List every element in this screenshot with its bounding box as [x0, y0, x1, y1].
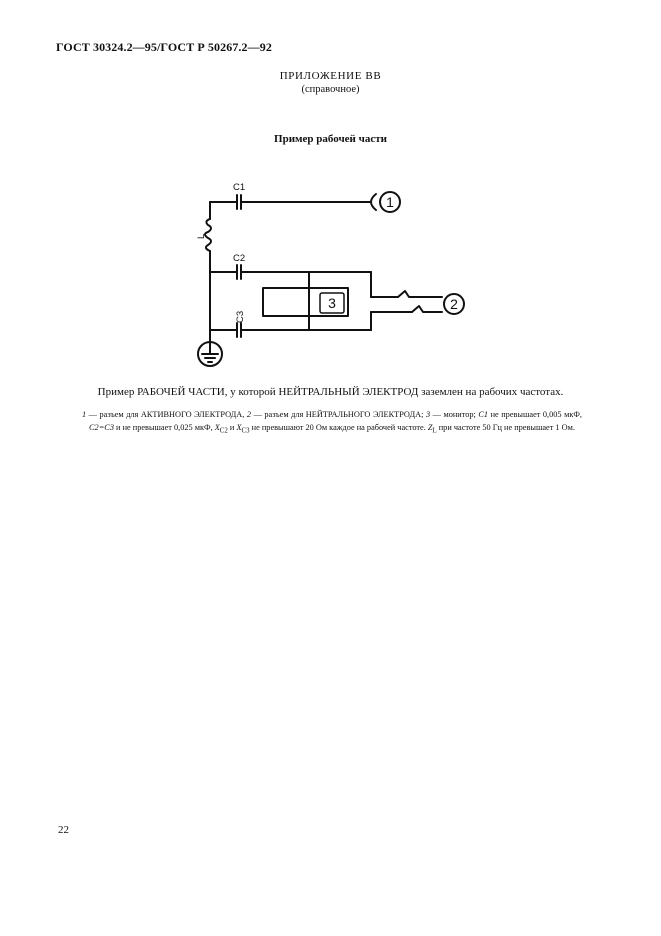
connector-1-arc	[371, 194, 376, 210]
standard-designation: ГОСТ 30324.2—95/ГОСТ Р 50267.2—92	[56, 40, 272, 54]
circuit-diagram	[0, 0, 661, 380]
label-connector-2: 2	[450, 296, 458, 312]
annex-subtitle: (справочное)	[301, 84, 360, 95]
label-monitor: 3	[328, 295, 336, 311]
label-connector-1: 1	[386, 194, 394, 210]
label-l: L	[196, 233, 207, 239]
figure-legend: 1 — разъем для АКТИВНОГО ЭЛЕКТРОДА, 2 — разъем для НЕЙТРАЛЬНОГО ЭЛЕКТРОДА; 3 — монитор; C1 не превышает 0,005 мкФ, C2=C3 и не превышает 0,025 мкФ, $X_{C2}$ и $X_{C3}$ не превышают 20 Ом каждое на рабочей частоте. $Z_L$ при частоте 50 Гц не превышает 1 Ом.	[82, 410, 582, 435]
wire-out-lower-break	[412, 306, 426, 312]
label-c1: C1	[233, 182, 246, 193]
wire-out-upper-break	[398, 291, 413, 297]
annex-title: ПРИЛОЖЕНИЕ ВВ	[279, 70, 382, 82]
figure-caption: Пример РАБОЧЕЙ ЧАСТИ, у которой НЕЙТРАЛЬНЫЙ ЭЛЕКТРОД заземлен на рабочих частотах.	[97, 386, 564, 398]
figure-title: Пример рабочей части	[274, 133, 387, 145]
label-c2: C2	[233, 253, 246, 264]
legend-item-2: 2	[246, 410, 252, 419]
legend-item-3: 3	[425, 410, 431, 419]
legend-item-1: 1	[82, 410, 87, 419]
page-number: 22	[58, 824, 69, 836]
label-c3: C3	[235, 310, 246, 323]
